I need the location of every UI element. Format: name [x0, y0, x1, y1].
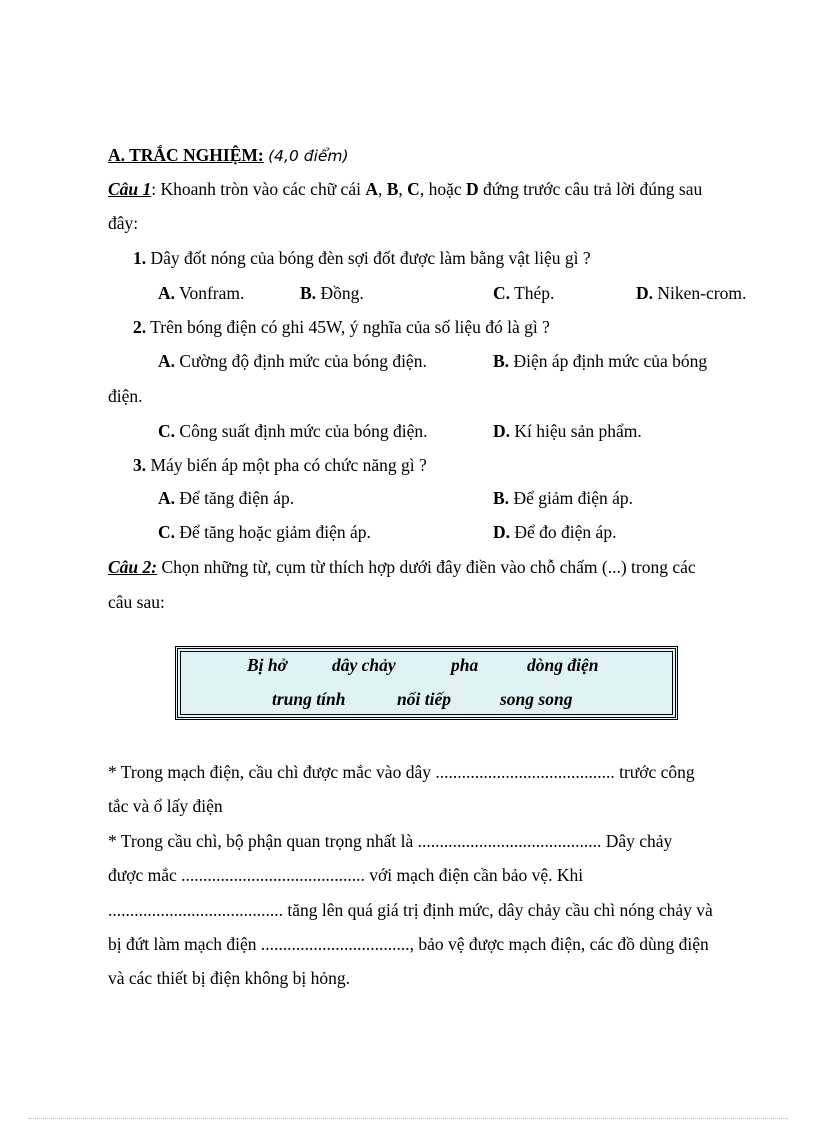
section-heading — [108, 144, 349, 167]
fill-line-2: tắc và ổ lấy điện — [108, 796, 223, 816]
fill-line-5: ........................................ tăng lên quá giá trị định mức, dây chảy cầu chì nóng chảy và — [108, 900, 713, 920]
option-2b[interactable]: B. Điện áp định mức của bóng — [493, 351, 708, 371]
question-2-prompt-cont: câu sau: — [108, 592, 165, 612]
section-points: (4,0 điểm) — [268, 147, 349, 165]
word-dong-dien: dòng điện — [527, 655, 599, 675]
word-noi-tiep: nối tiếp — [397, 689, 451, 709]
mcq-item-3: 3. Máy biến áp một pha có chức năng gì ? — [133, 455, 427, 475]
word-bi-ho: Bị hở — [247, 655, 288, 675]
question-1-label: Câu 1 — [108, 179, 152, 199]
word-bank-box — [175, 646, 678, 720]
option-1a[interactable]: A. Vonfram. — [158, 283, 245, 303]
fill-line-7: và các thiết bị điện không bị hỏng. — [108, 968, 351, 988]
fill-line-1: * Trong mạch điện, cầu chì được mắc vào dây ......................................... trước công — [108, 762, 695, 782]
option-3b[interactable]: B. Để giảm điện áp. — [493, 488, 633, 508]
option-2c[interactable]: C. Công suất định mức của bóng điện. — [158, 421, 428, 441]
word-song-song: song song — [500, 689, 573, 709]
option-1b[interactable]: B. Đồng. — [300, 283, 364, 303]
mcq-item-1: 1. Dây đốt nóng của bóng đèn sợi đốt được làm bằng vật liệu gì ? — [133, 248, 591, 268]
question-2-label: Câu 2: — [108, 557, 158, 577]
option-3c[interactable]: C. Để tăng hoặc giảm điện áp. — [158, 522, 371, 542]
option-1c[interactable]: C. Thép. — [493, 283, 555, 303]
option-2a[interactable]: A. Cường độ định mức của bóng điện. — [158, 351, 427, 371]
page-footer-rule — [28, 1118, 788, 1119]
word-day-chay: dây chảy — [332, 655, 396, 675]
question-1-prompt: Câu 1: Khoanh tròn vào các chữ cái A, B, C, hoặc D đứng trước câu trả lời đúng sau — [108, 179, 703, 199]
section-title: A. TRẮC NGHIỆM: — [108, 145, 264, 165]
word-trung-tinh: trung tính — [272, 689, 346, 709]
option-3d[interactable]: D. Để đo điện áp. — [493, 522, 617, 542]
fill-line-4: được mắc .......................................... với mạch điện cần bảo vệ. Khi — [108, 865, 584, 885]
question-2-prompt: Câu 2: Chọn những từ, cụm từ thích hợp dưới đây điền vào chỗ chấm (...) trong các — [108, 557, 696, 577]
question-1-prompt-cont: đây: — [108, 213, 139, 233]
mcq-item-2: 2. Trên bóng điện có ghi 45W, ý nghĩa của số liệu đó là gì ? — [133, 317, 550, 337]
option-2d[interactable]: D. Kí hiệu sản phẩm. — [493, 421, 642, 441]
fill-line-3: * Trong cầu chì, bộ phận quan trọng nhất là .......................................... Dây chảy — [108, 831, 673, 851]
word-pha: pha — [451, 655, 479, 675]
option-1d[interactable]: D. Niken-crom. — [636, 283, 747, 303]
fill-line-6: bị đứt làm mạch điện .................................., bảo vệ được mạch điện, các đồ dùng điện — [108, 934, 709, 954]
option-2b-wrap: điện. — [108, 386, 143, 406]
option-3a[interactable]: A. Để tăng điện áp. — [158, 488, 295, 508]
